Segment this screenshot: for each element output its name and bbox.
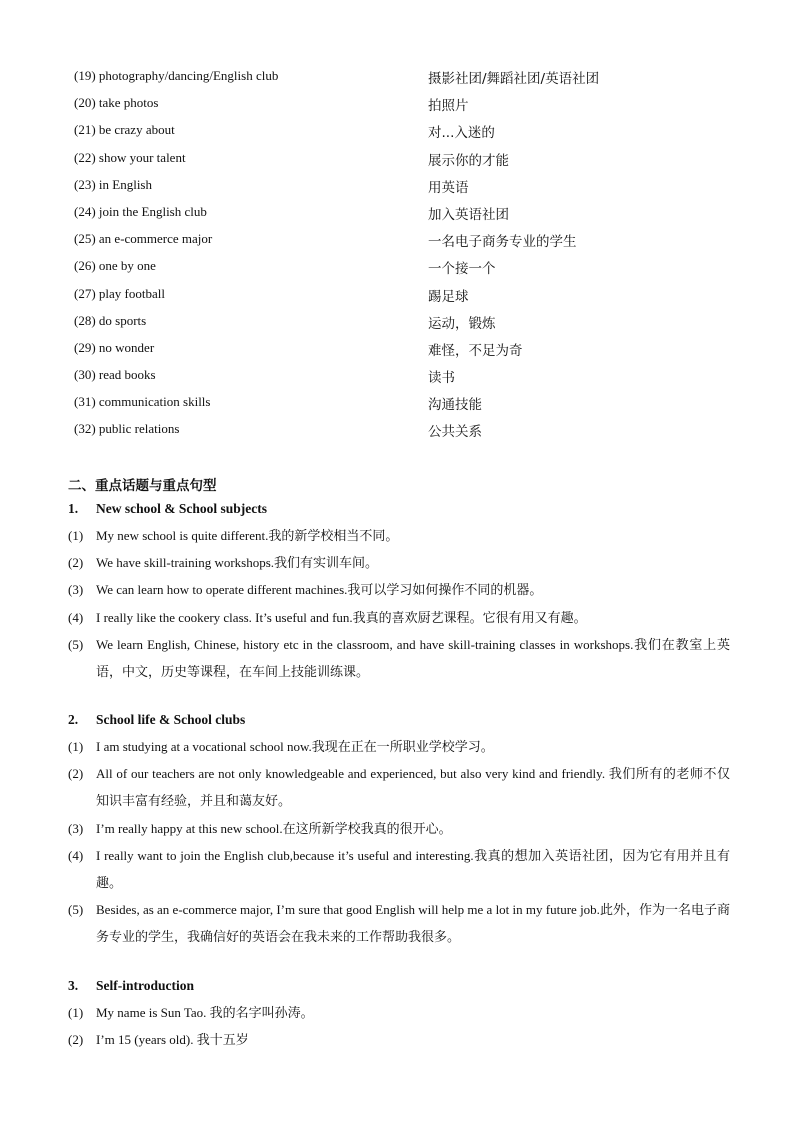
phrase-row — [74, 309, 734, 336]
phrase-chinese: 读书 — [428, 370, 455, 387]
topic-new-school — [68, 496, 730, 685]
sentence-text: I am studying at a vocational school now.我现在正在一所职业学校学习。 — [96, 739, 494, 754]
phrase-english: (20) take photos — [74, 95, 159, 111]
phrase-chinese: 一个接一个 — [428, 261, 496, 278]
topic-title — [68, 707, 730, 733]
topic-self-introduction — [68, 973, 730, 1053]
phrase-row — [74, 282, 734, 309]
sentence-text: I’m really happy at this new school.在这所新学校我真的很开心。 — [96, 820, 452, 836]
sentence-number: (4) — [68, 847, 84, 863]
sentence-item — [68, 842, 730, 896]
phrase-row — [74, 146, 734, 173]
sentence-number: (1) — [68, 739, 84, 754]
phrase-chinese: 公共关系 — [428, 424, 482, 441]
sentence-item — [68, 522, 730, 549]
sentence-number: (5) — [68, 902, 84, 918]
phrase-english: (31) communication skills — [74, 394, 211, 410]
phrase-chinese: 拍照片 — [428, 98, 469, 115]
sentence-item — [68, 999, 730, 1026]
sentence-text: My new school is quite different.我的新学校相当不同。 — [96, 528, 399, 543]
section-heading: 二、重点话题与重点句型 — [68, 478, 217, 494]
phrase-english: (21) be crazy about — [74, 122, 175, 138]
phrase-chinese: 运动，锻炼 — [428, 315, 496, 332]
sentence-number: (1) — [68, 528, 84, 543]
sentence-item — [68, 760, 730, 814]
phrase-english: (32) public relations — [74, 421, 180, 437]
phrase-row — [74, 200, 734, 227]
phrase-english: (28) do sports — [74, 312, 147, 328]
sentence-text: All of our teachers are not only knowledgeable and experienced, but also very kind and friendly. 我们所有的老师不仅知识丰富有经验，并且和蔼友好。 — [96, 766, 730, 809]
sentence-text: I’m 15 (years old). 我十五岁 — [96, 1032, 249, 1048]
phrase-english: (27) play football — [74, 285, 165, 301]
sentence-number: (1) — [68, 1005, 84, 1020]
phrase-chinese: 用英语 — [428, 179, 469, 196]
phrase-english: (23) in English — [74, 176, 152, 192]
phrase-list — [74, 64, 734, 445]
sentence-number: (3) — [68, 820, 84, 836]
sentence-item — [68, 896, 730, 950]
phrase-row — [74, 91, 734, 118]
phrase-row — [74, 254, 734, 281]
topic-number: 1. — [68, 501, 79, 516]
phrase-chinese: 沟通技能 — [428, 397, 482, 414]
phrase-chinese: 对...入迷的 — [428, 125, 495, 142]
topic-title-text: Self-introduction — [96, 978, 195, 993]
topic-title — [68, 496, 730, 522]
sentence-text: We can learn how to operate different machines.我可以学习如何操作不同的机器。 — [96, 582, 543, 598]
sentence-number: (2) — [68, 1032, 84, 1048]
phrase-row — [74, 390, 734, 417]
phrase-chinese: 展示你的才能 — [428, 152, 509, 169]
sentence-item — [68, 733, 730, 760]
topic-school-life — [68, 707, 730, 951]
sentence-number: (4) — [68, 609, 84, 625]
phrase-row — [74, 173, 734, 200]
phrase-english: (26) one by one — [74, 258, 156, 274]
phrase-chinese: 踢足球 — [428, 288, 469, 305]
sentence-text: Besides, as an e-commerce major, I’m sure that good English will help me a lot in my future job.此外，作为一名电子商务专业的学生，我确信好的英语会在我未来的工作帮助我很多。 — [96, 902, 730, 945]
phrase-english: (24) join the English club — [74, 203, 207, 219]
topic-title — [68, 973, 730, 999]
phrase-chinese: 摄影社团/舞蹈社团/英语社团 — [428, 71, 600, 87]
sentence-text: I really want to join the English club,because it’s useful and interesting.我真的想加入英语社团，因为它有用并且有趣。 — [96, 847, 730, 891]
sentence-number: (3) — [68, 582, 84, 598]
sentence-number: (5) — [68, 636, 84, 652]
sentence-text: My name is Sun Tao. 我的名字叫孙涛。 — [96, 1005, 314, 1020]
phrase-row — [74, 417, 734, 444]
sentence-item — [68, 631, 730, 685]
topic-title-text: School life & School clubs — [96, 712, 246, 727]
phrase-row — [74, 336, 734, 363]
sentence-text: We learn English, Chinese, history etc in the classroom, and have skill-training classes in workshops.我们在教室上英语，中文，历史等课程，在车间上技能训练课。 — [96, 636, 730, 680]
phrase-chinese: 加入英语社团 — [428, 206, 509, 223]
sentence-item — [68, 815, 730, 842]
sentence-item — [68, 549, 730, 576]
topic-number: 3. — [68, 978, 79, 993]
phrase-row — [74, 64, 734, 91]
topic-number: 2. — [68, 712, 79, 727]
phrase-english: (29) no wonder — [74, 339, 155, 355]
sentence-item — [68, 604, 730, 631]
phrase-row — [74, 363, 734, 390]
sentence-number: (2) — [68, 555, 84, 571]
phrase-row — [74, 227, 734, 254]
topic-title-text: New school & School subjects — [96, 501, 267, 516]
phrase-row — [74, 118, 734, 145]
phrase-english: (22) show your talent — [74, 149, 186, 165]
sentence-item — [68, 1026, 730, 1053]
sentence-text: We have skill-training workshops.我们有实训车间。 — [96, 555, 379, 571]
phrase-chinese: 难怪，不足为奇 — [428, 342, 523, 359]
sentence-number: (2) — [68, 766, 84, 782]
sentence-item — [68, 576, 730, 603]
sentence-text: I really like the cookery class. It’s useful and fun.我真的喜欢厨艺课程。它很有用又有趣。 — [96, 609, 587, 625]
phrase-english: (19) photography/dancing/English club — [74, 68, 279, 83]
phrase-english: (30) read books — [74, 367, 156, 383]
phrase-english: (25) an e-commerce major — [74, 231, 213, 247]
phrase-chinese: 一名电子商务专业的学生 — [428, 234, 577, 251]
